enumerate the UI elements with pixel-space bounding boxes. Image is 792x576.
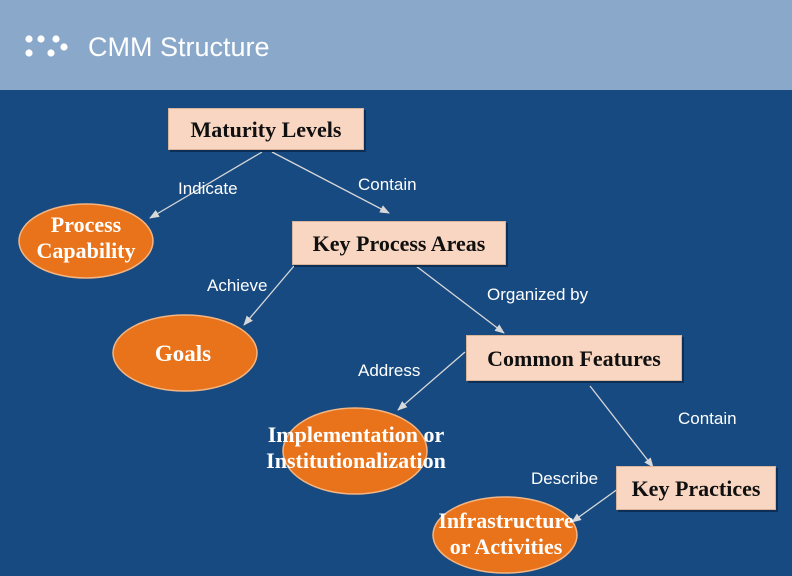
infrastructure-line-2: or Activities xyxy=(449,533,563,559)
common-features-box: Common Features xyxy=(466,335,682,381)
goals-label: Goals xyxy=(154,341,212,366)
edge-label-address: Address xyxy=(358,361,421,380)
edge-label-describe: Describe xyxy=(531,469,599,488)
process-capability-line-2: Capability xyxy=(36,237,136,263)
edge-label-achieve: Achieve xyxy=(207,276,268,295)
arrow-contain-2 xyxy=(590,386,653,467)
edge-label-organized-by: Organized by xyxy=(487,285,589,304)
key-process-areas-box: Key Process Areas xyxy=(292,221,506,265)
implementation-line-1: Implementation or xyxy=(267,422,445,447)
edge-label-indicate: Indicate xyxy=(178,179,238,198)
process-capability-label xyxy=(16,212,156,264)
infrastructure-line-1: Infrastructure xyxy=(438,508,574,533)
edge-label-contain-1: Contain xyxy=(358,175,417,194)
maturity-levels-box: Maturity Levels xyxy=(168,108,364,150)
implementation-label xyxy=(236,422,476,474)
key-practices-box: Key Practices xyxy=(616,466,776,510)
edge-label-contain-2: Contain xyxy=(678,409,737,428)
infrastructure-label xyxy=(406,508,606,560)
page-title: CMM Structure xyxy=(88,32,270,62)
process-capability-line-1: Process xyxy=(50,212,122,237)
implementation-line-2: Institutionalization xyxy=(266,447,446,473)
